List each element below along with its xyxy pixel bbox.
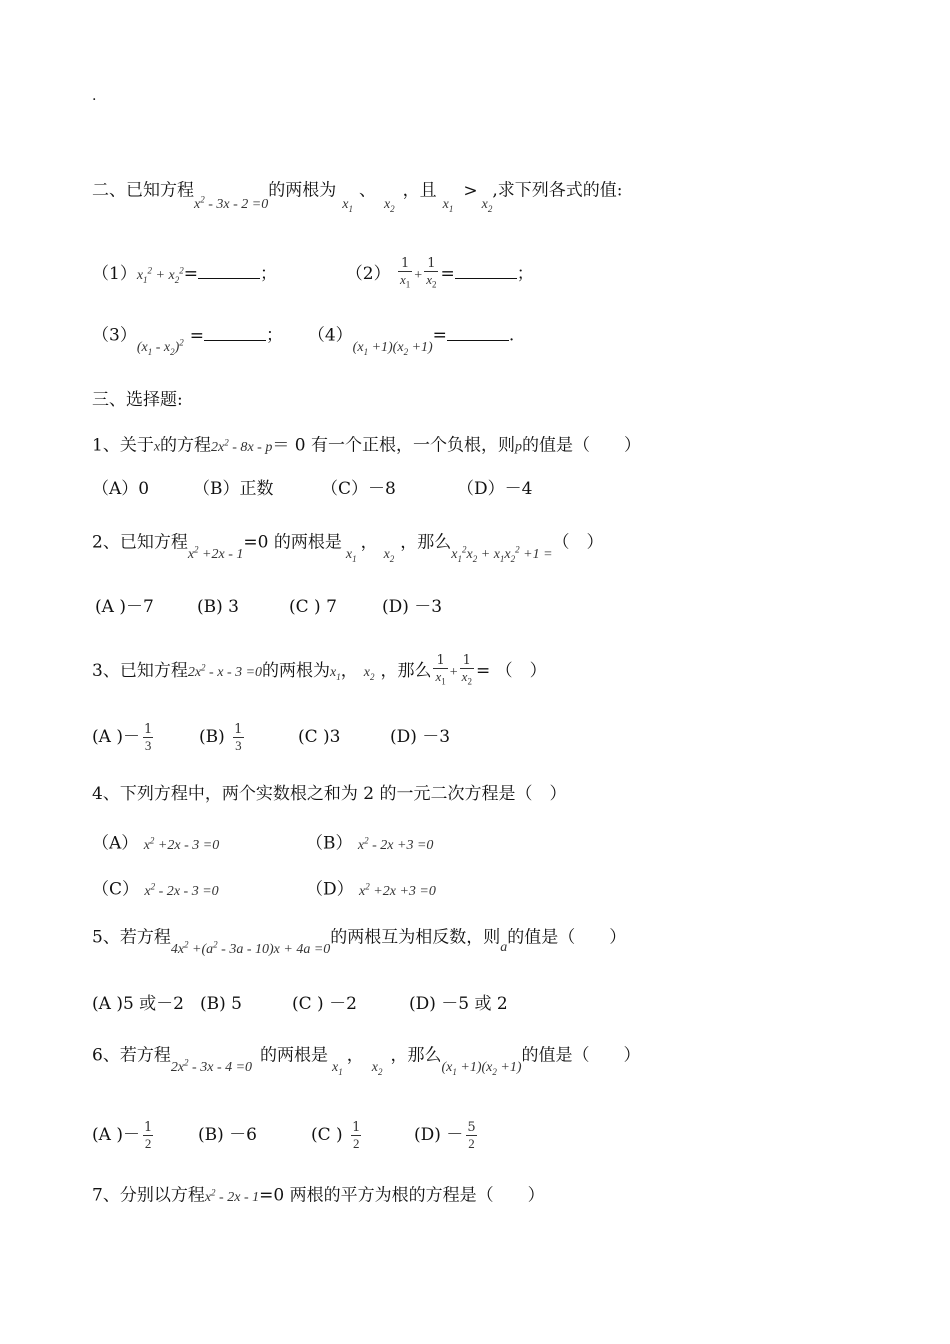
option-c[interactable]: (C )3 (298, 727, 341, 747)
option-d[interactable]: (D) － $\frac{5}{2}$ (414, 1120, 476, 1151)
question-6: 6、若方程$_{2x^2 - 3x - 4 =0}$的两根是$_{x_1}$，$_{x_2}$，那么$_{(x_1 +1)(x_2 +1)}$的值是（ ） (92, 1045, 641, 1077)
option-a[interactable]: （A） $x^2 +2x - 3 =0$ (92, 833, 220, 854)
question-2: 2、已知方程$_{x^2 +2x - 1}$=0 的两根是$_{x_1}$，$_{x_2}$，那么$_{x_1^2x_2 + x_1x_2^2 +1 =}$（ ） (92, 532, 604, 564)
intro-text: 二、已知方程 (92, 180, 194, 201)
option-d[interactable]: (D) －3 (390, 727, 451, 747)
equation: $x^2 - 2x - 1$ (204, 1187, 260, 1205)
answer-blank-4[interactable] (447, 324, 509, 341)
question-2-options (95, 595, 442, 619)
question-5-options (92, 992, 508, 1016)
option-b[interactable]: (B) －6 (198, 1125, 257, 1145)
equation: $2x^2 - x - 3 =0$ (187, 662, 263, 680)
option-c[interactable]: （C） $x^2 - 2x - 3 =0$ (92, 879, 219, 900)
equation: 4x2 +(a2 - 3a - 10)x + 4a =0 (170, 939, 331, 957)
stray-dot: . (92, 88, 97, 104)
option-a[interactable]: (A )－7 (95, 597, 154, 617)
option-d[interactable]: (D) －3 (382, 597, 443, 617)
question-7: 7、分别以方程$x^2 - 2x - 1=0$ 两根的平方为根的方程是（ ） (92, 1185, 545, 1206)
answer-blank-1[interactable] (198, 262, 260, 279)
option-b[interactable]: (B) 5 (200, 994, 242, 1014)
option-d[interactable]: （D） $x^2 +2x +3 =0$ (306, 879, 436, 900)
option-c[interactable]: (C ) 7 (289, 597, 337, 617)
option-c[interactable]: (C ) $\frac{1}{2}$ (311, 1120, 361, 1151)
option-a[interactable]: （A）0 (92, 479, 150, 499)
expr-1: $x_1^2 + x_2^2$ (136, 265, 184, 285)
equation: x2 +2x - 1 (187, 544, 244, 562)
question-5: 5、若方程$_{4x^2 +(a^2 - 3a - 10)x + 4a =0}$的两根互为相反数，则$_a$的值是（ ） (92, 927, 627, 957)
option-b[interactable]: (B) $\frac{1}{3}$ (199, 722, 243, 753)
option-a[interactable]: (A )－ $\frac{1}{2}$ (92, 1120, 153, 1151)
answer-blank-3[interactable] (204, 324, 266, 341)
option-c[interactable]: （C）－8 (321, 479, 396, 499)
option-a[interactable]: (A )5 或－2 (92, 994, 184, 1014)
section2-intro: 二、已知方程$_{x^2 - 3x - 2 =0}$的两根为$_{x_1}$、$_{x_2}$，且$_{x_1}>_{x_2}$,求下列各式的值: (92, 180, 623, 214)
option-d[interactable]: （D）－4 (457, 479, 533, 499)
question-1-options (92, 477, 532, 501)
frac-1-x1: $\frac{1}{x_1}$ (398, 256, 412, 293)
question-3: 3、已知方程$2x^2 - x - 3 =0$的两根为$x_1$， $x_2$ ，那么 $\frac{1}{x_1}$ + $\frac{1}{x_2}$ = （ ） (92, 653, 547, 690)
question-4-options-row1 (92, 828, 433, 858)
section2-row2: $(3)_{(x_1 - x_2)^2}$ = ； $(4)_{(x_1 +1)(x_2 +1)}=$ . (92, 325, 515, 357)
option-b[interactable]: （B） $x^2 - 2x +3 =0$ (306, 833, 434, 854)
option-c[interactable]: (C ) －2 (292, 994, 357, 1014)
equation: x2 - 3x - 2 =0 (194, 194, 269, 212)
section3-title: 三、选择题: (92, 390, 183, 410)
equation: $2x^2 - 8x$ - p (211, 437, 273, 455)
option-d[interactable]: (D) －5 或 2 (409, 994, 508, 1014)
question-3-options (92, 722, 450, 753)
section2-row1: $(1)x_1^2 + x_2^2=$ ； （2） $\frac{1}{x_1}$ + $\frac{1}{x_2}$ = ； (92, 256, 534, 293)
question-6-options (92, 1120, 480, 1151)
option-a[interactable]: (A )－ $\frac{1}{3}$ (92, 722, 153, 753)
question-4-options-row2 (92, 874, 436, 904)
equation: 2x2 - 3x - 4 =0 (170, 1057, 253, 1075)
option-b[interactable]: (B) 3 (197, 597, 239, 617)
answer-blank-2[interactable] (455, 262, 517, 279)
expr-3: (x1 - x2)2 (136, 337, 184, 357)
option-b[interactable]: （B）正数 (193, 479, 274, 499)
question-1: 1、关于x的方程$2x^2 - 8x - p= 0$ 有一个正根，一个负根，则p的值是（ ） (92, 435, 641, 456)
expr-4: (x1 +1)(x2 +1) (352, 339, 433, 357)
question-4: 4、下列方程中，两个实数根之和为 2 的一元二次方程是（ ） (92, 784, 567, 804)
